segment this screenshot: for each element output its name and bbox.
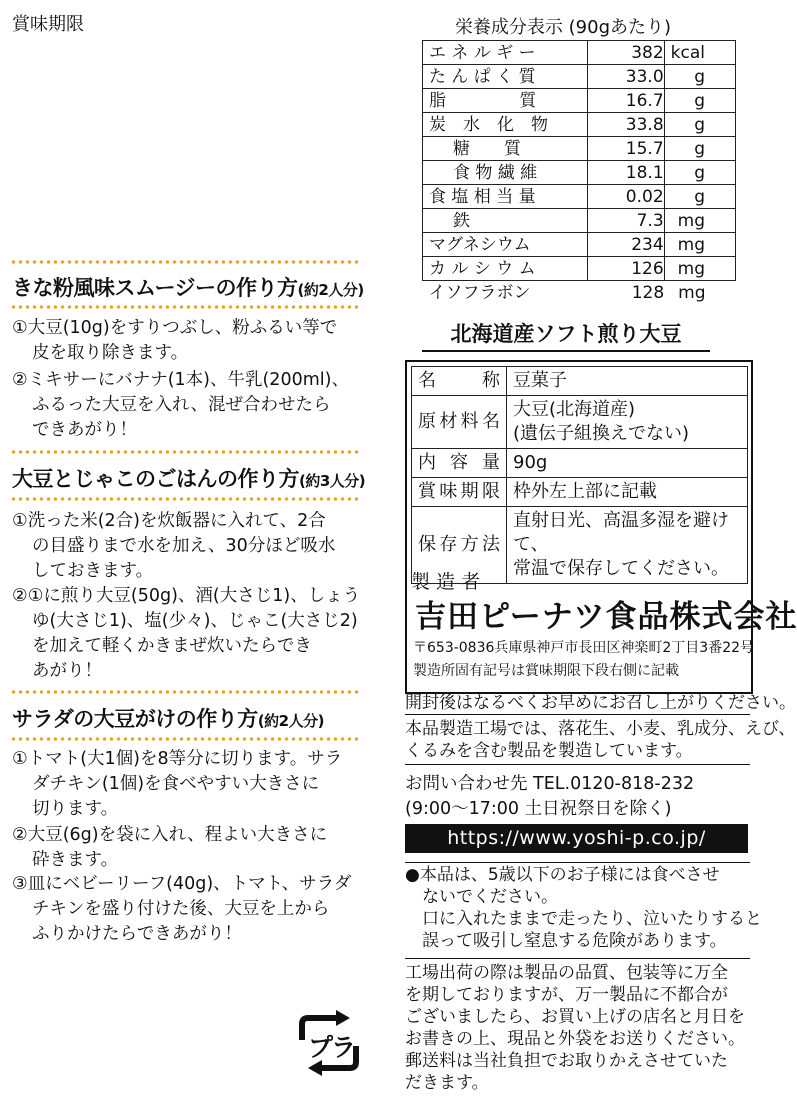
product-info-row: [412, 396, 748, 449]
divider: [405, 764, 750, 765]
recipe-title-smoothie: きな粉風味スムージーの作り方(約2人分): [12, 276, 364, 300]
product-info-value: 大豆(北海道産) (遺伝子組換えでない): [507, 396, 748, 449]
nutrient-unit: g: [664, 89, 735, 113]
pla-text: プラ: [308, 1033, 355, 1062]
product-info-row: [412, 478, 748, 507]
contact-info: お問い合わせ先 TEL.0120-818-232 (9:00～17:00 土日祝祭日を除く): [405, 774, 695, 819]
nutrition-row: [423, 233, 736, 257]
nutrition-row: [423, 113, 736, 137]
dotted-divider: [10, 450, 362, 454]
recipe-step: ①大豆(10g)をすりつぶし、粉ふるい等で 皮を取り除きます。: [12, 318, 338, 363]
dotted-divider: [10, 497, 362, 501]
nutrient-name: 脂 質: [423, 89, 588, 113]
product-name: 北海道産ソフト煎り大豆: [422, 318, 710, 352]
website-url[interactable]: https://www.yoshi-p.co.jp/: [405, 824, 748, 853]
nutrient-name: カ ル シ ウ ム: [423, 257, 588, 281]
nutrition-row: [423, 161, 736, 185]
nutrient-unit: kcal: [664, 41, 735, 65]
recipe-title-salad: サラダの大豆がけの作り方(約2人分): [12, 707, 324, 731]
recipe-step: ②ミキサーにバナナ(1本)、牛乳(200ml)、 ふるった大豆を入れ、混ぜ合わせたら できあがり！: [12, 370, 349, 440]
manufacturer-address: 〒653-0836兵庫県神戸市長田区神楽町2丁目3番22号: [413, 640, 755, 656]
nutrient-value: 33.8: [588, 113, 664, 137]
nutrient-value: 18.1: [588, 161, 664, 185]
pla-recycle-icon: [294, 1010, 364, 1076]
nutrition-row: [423, 185, 736, 209]
manufacturer-label: 製造者: [411, 571, 487, 593]
best-before-label: 賞味期限: [12, 14, 84, 35]
nutrition-row: [423, 89, 736, 113]
nutrient-unit: mg: [664, 209, 735, 233]
nutrient-unit: mg: [664, 257, 735, 281]
nutrient-value: 234: [588, 233, 664, 257]
quality-note: 工場出荷の際は製品の品質、包装等に万全 を期しておりますが、万一製品に不都合が ございましたら、お買い上げの店名と月日を お書きの上、現品と外袋をお送りください。 郵送料は当社負担でお取りかえさせていた だきます。: [405, 963, 745, 1093]
manufacturer-name: 吉田ピーナツ食品株式会社: [415, 599, 797, 635]
recipe-step: ①トマト(大1個)を8等分に切ります。サラ ダチキン(1個)を食べやすい大きさに 切ります。: [12, 749, 343, 819]
divider: [405, 714, 750, 715]
nutrient-value: 33.0: [588, 65, 664, 89]
nutrient-value: 15.7: [588, 137, 664, 161]
nutrient-name: 食 塩 相 当 量: [423, 185, 588, 209]
recipe-title-rice: 大豆とじゃこのごはんの作り方(約3人分): [12, 467, 366, 491]
nutrient-unit: g: [664, 137, 735, 161]
product-info-label: 内 容 量: [412, 449, 507, 478]
nutrient-value: 16.7: [588, 89, 664, 113]
nutrient-unit: mg: [678, 282, 706, 303]
product-info-box: [405, 360, 797, 694]
nutrient-value: 128: [631, 282, 665, 303]
product-info-label: 名 称: [412, 367, 507, 396]
nutrition-title: 栄養成分表示 (90gあたり): [454, 17, 672, 38]
product-info-table: [411, 366, 748, 584]
nutrient-name: た ん ぱ く 質: [423, 65, 588, 89]
nutrient-name: エ ネ ル ギ ー: [423, 41, 588, 65]
nutrition-row: [423, 257, 736, 281]
recipe-step: ②①に煎り大豆(50g)、酒(大さじ1)、しょう ゆ(大さじ1)、塩(少々)、じゃこ(大さじ2) を加えて軽くかきまぜ炊いたらでき あがり！: [12, 586, 361, 681]
recipe-step: ①洗った米(2合)を炊飯器に入れて、2合 の目盛りまで水を加え、30分ほど吸水 しておきます。: [12, 511, 336, 581]
nutrient-value: 7.3: [588, 209, 664, 233]
nutrient-unit: g: [664, 185, 735, 209]
dotted-divider: [10, 260, 362, 264]
nutrition-row: [423, 41, 736, 65]
nutrient-name: 鉄: [423, 209, 588, 233]
product-info-row: [412, 449, 748, 478]
nutrient-unit: mg: [664, 233, 735, 257]
recipe-step: ②大豆(6g)を袋に入れ、程よい大きさに 砕きます。: [12, 825, 328, 870]
product-info-label: 保存方法: [412, 507, 507, 584]
dotted-divider: [10, 305, 362, 309]
nutrient-value: 126: [588, 257, 664, 281]
nutrient-name: 炭 水 化 物: [423, 113, 588, 137]
nutrient-name: イソフラボン: [428, 282, 531, 303]
product-info-label: 賞味期限: [412, 478, 507, 507]
manufacturer-code-note: 製造所固有記号は賞味期限下段右側に記載: [413, 663, 679, 679]
nutrition-table: [422, 40, 736, 304]
nutrient-value: 382: [588, 41, 664, 65]
nutrition-row: [423, 137, 736, 161]
nutrition-row: [423, 209, 736, 233]
allergen-note: 本品製造工場では、落花生、小麦、乳成分、えび、 くるみを含む製品を製造しています。: [405, 719, 796, 761]
product-info-value: 直射日光、高温多湿を避けて、 常温で保存してください。: [507, 507, 748, 584]
product-info-label: 原材料名: [412, 396, 507, 449]
product-info-value: 枠外左上部に記載: [507, 478, 748, 507]
nutrient-unit: g: [664, 65, 735, 89]
nutrition-row: [423, 65, 736, 89]
divider: [405, 958, 750, 959]
nutrient-value: 0.02: [588, 185, 664, 209]
choking-warning: ●本品は、5歳以下のお子様には食べさせ ないでください。 口に入れたままで走ったり、泣いたりすると 誤って吸引し窒息する危険があります。: [405, 865, 762, 951]
open-advice: 開封後はなるべくお早めにお召し上がりください。: [405, 693, 796, 713]
dotted-divider: [10, 737, 362, 741]
recipe-step: ③皿にベビーリーフ(40g)、トマト、サラダ チキンを盛り付けた後、大豆を上から ふりかけたらできあがり！: [12, 874, 352, 944]
divider: [405, 862, 750, 863]
nutrient-unit: g: [664, 113, 735, 137]
nutrient-name: 糖 質: [423, 137, 588, 161]
product-info-row: [412, 367, 748, 396]
nutrient-unit: g: [664, 161, 735, 185]
dotted-divider: [10, 690, 362, 694]
nutrition-row: [423, 281, 736, 305]
product-info-value: 豆菓子: [507, 367, 748, 396]
nutrient-name: マグネシウム: [423, 233, 588, 257]
nutrient-name: 食 物 繊 維: [423, 161, 588, 185]
product-info-value: 90g: [507, 449, 748, 478]
